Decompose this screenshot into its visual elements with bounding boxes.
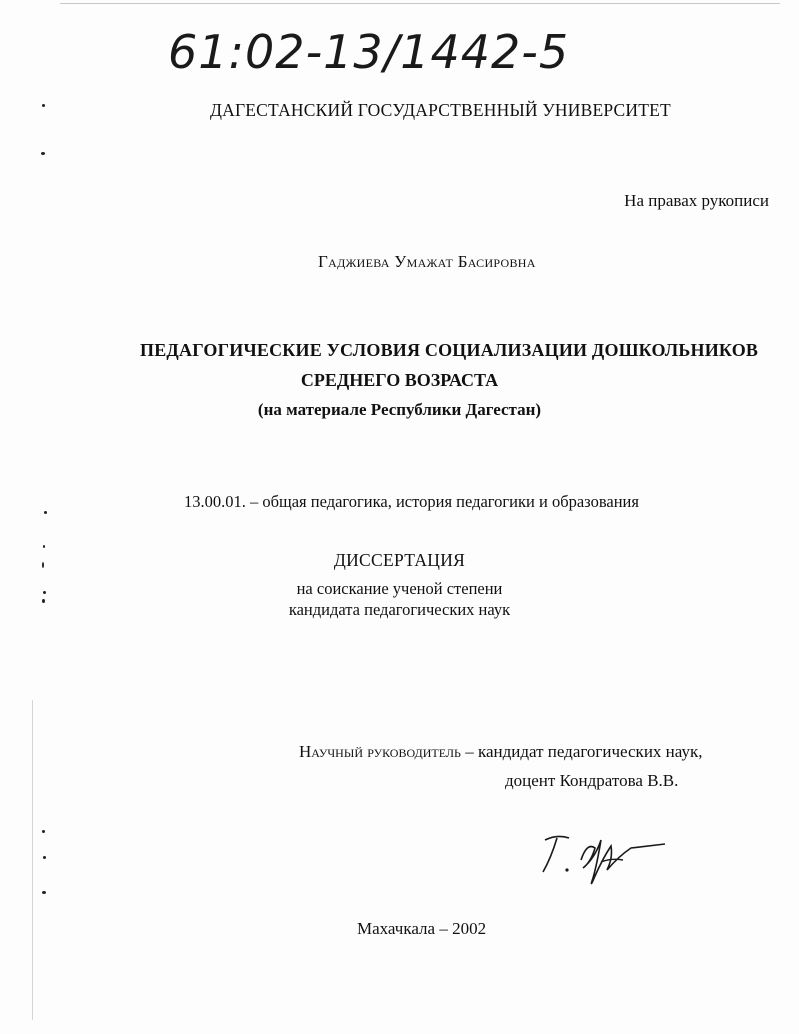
scan-speck [42, 104, 45, 107]
scan-speck [42, 891, 46, 894]
author-name: Гаджиева Умажат Басировна [318, 252, 536, 271]
advisor-line-1 [299, 742, 702, 762]
manuscript-note: На правах рукописи [624, 191, 769, 210]
scan-speck [41, 152, 45, 155]
document-type: ДИССЕРТАЦИЯ [333, 550, 466, 570]
title-line-1: ПЕДАГОГИЧЕСКИЕ УСЛОВИЯ СОЦИАЛИЗАЦИИ ДОШКОЛЬНИКОВ [140, 340, 759, 360]
scan-speck [44, 511, 47, 514]
advisor-signature [535, 818, 675, 898]
scan-speck [43, 545, 45, 548]
degree-line-2: кандидата педагогических наук [288, 600, 511, 619]
advisor-role: Научный руководитель [299, 742, 461, 761]
advisor-line-2: доцент Кондратова В.В. [505, 771, 679, 790]
advisor-title: – кандидат педагогических наук, [460, 742, 703, 761]
scan-edge-left [32, 700, 33, 1020]
scan-speck [43, 856, 46, 859]
handwritten-archive-number [168, 16, 588, 96]
scan-speck [42, 830, 45, 833]
scan-edge-top [60, 3, 780, 4]
degree-line-1: на соискание ученой степени [296, 579, 503, 598]
handwritten-archive-text: 61:02-13/1442-5 [168, 25, 570, 79]
university-name: ДАГЕСТАНСКИЙ ГОСУДАРСТВЕННЫЙ УНИВЕРСИТЕТ [210, 100, 671, 120]
title-line-2: СРЕДНЕГО ВОЗРАСТА [300, 370, 499, 390]
specialty-code: 13.00.01. – общая педагогика, история педагогики и образования [184, 492, 639, 511]
title-subtitle: (на материале Республики Дагестан) [257, 400, 542, 419]
city-year: Махачкала – 2002 [357, 919, 487, 938]
